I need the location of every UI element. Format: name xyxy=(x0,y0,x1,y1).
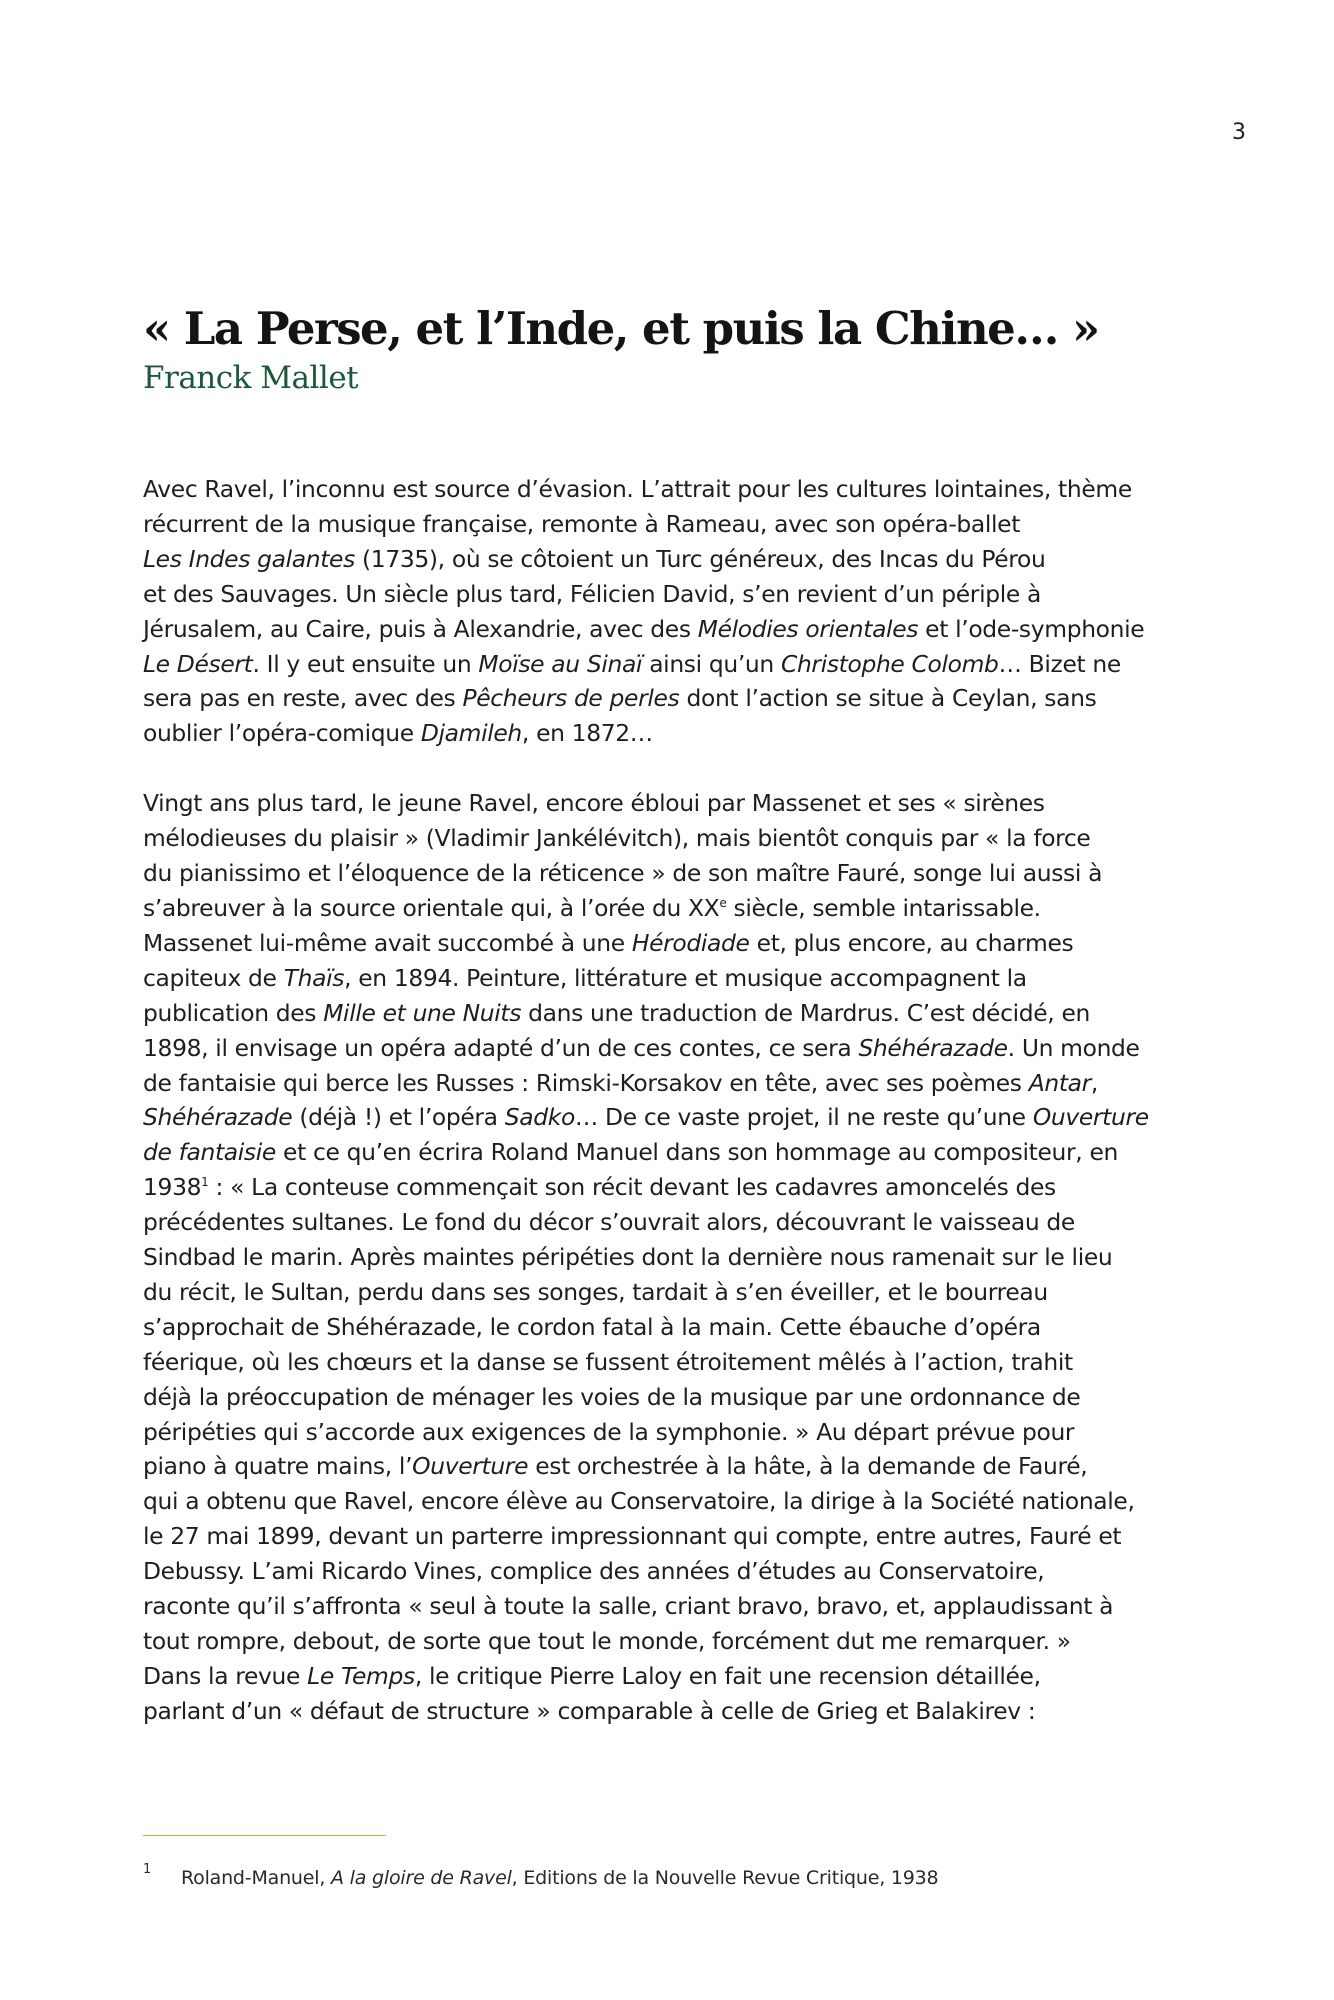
text-run: et l’ode-symphonie xyxy=(918,614,1145,643)
text-line xyxy=(143,1240,1198,1275)
text-line xyxy=(143,1554,1198,1589)
text-run: du récit, le Sultan, perdu dans ses songes, tardait à s’en éveiller, et le bourreau xyxy=(143,1277,1048,1306)
text-run: (1735), où se côtoient un Turc généreux, des Incas du Pérou xyxy=(354,544,1046,573)
italic-title: Shéhérazade xyxy=(143,1103,293,1132)
italic-title: Mélodies orientales xyxy=(697,614,919,643)
text-run: publication des xyxy=(143,998,324,1027)
text-run: … Bizet ne xyxy=(998,649,1121,678)
text-run: , xyxy=(1090,1068,1098,1097)
italic-title: Sadko xyxy=(504,1103,575,1132)
text-line xyxy=(143,891,1198,926)
italic-title: Thaïs xyxy=(283,963,345,992)
text-run: sera pas en reste, avec des xyxy=(143,684,463,713)
italic-title: Djamileh xyxy=(420,719,522,748)
italic-title: Pêcheurs de perles xyxy=(462,684,680,713)
text-line xyxy=(143,1135,1198,1170)
text-line xyxy=(143,681,1198,716)
text-run: piano à quatre mains, l’ xyxy=(143,1452,413,1481)
text-run: : « La conteuse commençait son récit devant les cadavres amoncelés des xyxy=(208,1173,1056,1202)
text-run: et des Sauvages. Un siècle plus tard, Félicien David, s’en revient d’un périple à xyxy=(143,579,1041,608)
text-run: , Editions de la Nouvelle Revue Critique, 1938 xyxy=(511,1867,939,1889)
superscript: e xyxy=(719,895,727,910)
italic-title: Christophe Colomb xyxy=(780,649,999,678)
text-line xyxy=(143,1589,1198,1624)
text-line xyxy=(143,647,1198,682)
text-line xyxy=(143,1205,1198,1240)
text-line xyxy=(143,1415,1198,1450)
text-run: , en 1872… xyxy=(521,719,653,748)
footnote-text xyxy=(181,1867,938,1889)
text-line xyxy=(143,786,1198,821)
italic-title: Hérodiade xyxy=(631,928,750,957)
text-line xyxy=(143,507,1198,542)
article-author: Franck Mallet xyxy=(143,360,359,396)
text-line xyxy=(143,821,1198,856)
italic-title: Ouverture xyxy=(412,1452,529,1481)
footnote-divider xyxy=(143,1835,386,1836)
text-run: Avec Ravel, l’inconnu est source d’évasion. L’attrait pour les cultures lointaines, thème xyxy=(143,475,1132,503)
text-line xyxy=(143,961,1198,996)
text-run: péripéties qui s’accorde aux exigences de la symphonie. » Au départ prévue pour xyxy=(143,1417,1075,1446)
text-line xyxy=(143,1694,1198,1729)
paragraph xyxy=(143,786,1198,1728)
text-line xyxy=(143,1066,1198,1101)
text-line xyxy=(143,1031,1198,1066)
text-run: s’abreuver à la source orientale qui, à l’orée du XX xyxy=(143,893,720,922)
text-line xyxy=(143,542,1198,577)
text-run: raconte qu’il s’affronta « seul à toute la salle, criant bravo, bravo, et, applaudissant à xyxy=(143,1592,1114,1621)
text-run: . Il y eut ensuite un xyxy=(252,649,479,678)
text-run: tout rompre, debout, de sorte que tout le monde, forcément dut me remarquer. » xyxy=(143,1627,1071,1655)
text-line xyxy=(143,1275,1198,1310)
italic-title: Le Temps xyxy=(307,1661,415,1690)
footnote-number: 1 xyxy=(143,1862,152,1877)
text-run: 1938 xyxy=(143,1173,202,1202)
text-run: et ce qu’en écrira Roland Manuel dans son hommage au compositeur, en xyxy=(275,1138,1118,1167)
text-run: féerique, où les chœurs et la danse se fussent étroitement mêlés à l’action, trahit xyxy=(143,1347,1073,1376)
italic-title: Ouverture xyxy=(1032,1103,1149,1132)
text-line xyxy=(143,1449,1198,1484)
italic-title: Le Désert xyxy=(143,649,253,678)
text-line xyxy=(143,1100,1198,1135)
text-run: capiteux de xyxy=(143,963,284,992)
italic-title: Antar xyxy=(1028,1068,1091,1097)
text-run: précédentes sultanes. Le fond du décor s’ouvrait alors, découvrant le vaisseau de xyxy=(143,1208,1075,1237)
text-run: Sindbad le marin. Après maintes péripéties dont la dernière nous ramenait sur le lieu xyxy=(143,1243,1113,1272)
text-run: dans une traduction de Mardrus. C’est décidé, en xyxy=(521,998,1090,1027)
text-run: s’approchait de Shéhérazade, le cordon fatal à la main. Cette ébauche d’opéra xyxy=(143,1312,1041,1341)
text-run: parlant d’un « défaut de structure » comparable à celle de Grieg et Balakirev : xyxy=(143,1696,1036,1725)
text-line xyxy=(143,926,1198,961)
italic-title: A la gloire de Ravel xyxy=(331,1867,512,1889)
text-run: . Un monde xyxy=(1007,1033,1140,1062)
text-run: ainsi qu’un xyxy=(642,649,781,678)
text-run: récurrent de la musique française, remonte à Rameau, avec son opéra-ballet xyxy=(143,509,1021,538)
text-run: Debussy. L’ami Ricardo Vines, complice des années d’études au Conservatoire, xyxy=(143,1557,1045,1586)
text-run: du pianissimo et l’éloquence de la réticence » de son maître Fauré, songe lui aussi à xyxy=(143,859,1103,888)
text-line xyxy=(143,1484,1198,1519)
text-line xyxy=(143,856,1198,891)
text-run: … De ce vaste projet, il ne reste qu’une xyxy=(574,1103,1033,1132)
text-line xyxy=(143,1310,1198,1345)
italic-title: Les Indes galantes xyxy=(143,544,355,573)
text-run: mélodieuses du plaisir » (Vladimir Jankélévitch), mais bientôt conquis par « la force xyxy=(143,824,1091,853)
text-line xyxy=(143,1519,1198,1554)
text-run: Jérusalem, au Caire, puis à Alexandrie, avec des xyxy=(143,614,698,643)
text-run: , le critique Pierre Laloy en fait une recension détaillée, xyxy=(414,1661,1041,1690)
text-line xyxy=(143,1345,1198,1380)
article-body xyxy=(143,472,1198,1729)
text-run: de fantaisie qui berce les Russes : Rimski-Korsakov en tête, avec ses poèmes xyxy=(143,1068,1029,1097)
text-run: Vingt ans plus tard, le jeune Ravel, encore ébloui par Massenet et ses « sirènes xyxy=(143,789,1045,818)
text-run: (déjà !) et l’opéra xyxy=(292,1103,505,1132)
text-line xyxy=(143,1170,1198,1205)
page-number: 3 xyxy=(1232,120,1246,145)
text-run: Roland-Manuel, xyxy=(181,1867,332,1889)
text-line xyxy=(143,612,1198,647)
text-run: , en 1894. Peinture, littérature et musique accompagnent la xyxy=(344,963,1027,992)
text-run: dont l’action se situe à Ceylan, sans xyxy=(679,684,1097,713)
text-line xyxy=(143,716,1198,751)
text-run: Dans la revue xyxy=(143,1661,308,1690)
superscript: 1 xyxy=(201,1175,209,1190)
italic-title: Mille et une Nuits xyxy=(323,998,522,1027)
paragraph xyxy=(143,472,1198,751)
text-line xyxy=(143,1380,1198,1415)
text-line xyxy=(143,577,1198,612)
text-run: siècle, semble intarissable. xyxy=(726,893,1041,922)
article-heading xyxy=(143,300,1203,398)
text-run: est orchestrée à la hâte, à la demande de Fauré, xyxy=(528,1452,1088,1481)
italic-title: Shéhérazade xyxy=(858,1033,1008,1062)
text-line xyxy=(143,996,1198,1031)
text-line xyxy=(143,1624,1198,1659)
italic-title: Moïse au Sinaï xyxy=(478,649,643,678)
text-run: et, plus encore, au charmes xyxy=(749,928,1074,957)
text-run: oublier l’opéra-comique xyxy=(143,719,421,748)
text-run: le 27 mai 1899, devant un parterre impressionnant qui compte, entre autres, Fauré et xyxy=(143,1522,1122,1551)
article-title: « La Perse, et l’Inde, et puis la Chine… » xyxy=(143,302,1099,355)
text-run: Massenet lui-même avait succombé à une xyxy=(143,928,632,957)
text-line xyxy=(143,472,1198,507)
italic-title: de fantaisie xyxy=(143,1138,276,1167)
text-run: déjà la préoccupation de ménager les voies de la musique par une ordonnance de xyxy=(143,1382,1081,1411)
text-run: qui a obtenu que Ravel, encore élève au Conservatoire, la dirige à la Société nationale, xyxy=(143,1487,1135,1516)
text-run: 1898, il envisage un opéra adapté d’un de ces contes, ce sera xyxy=(143,1033,859,1062)
text-line xyxy=(143,1659,1198,1694)
